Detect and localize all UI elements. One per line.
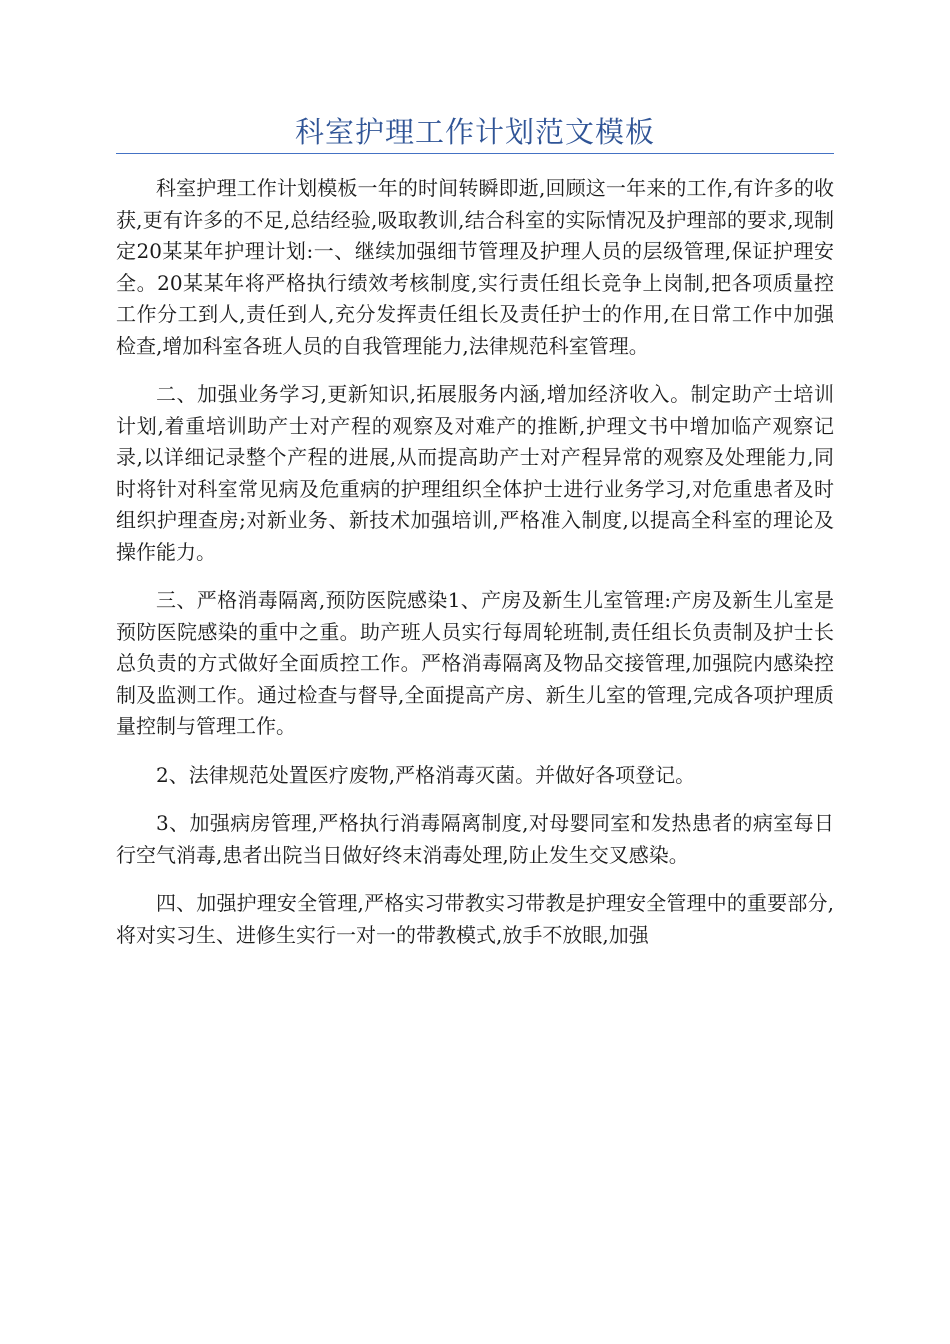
paragraph: 3、加强病房管理,严格执行消毒隔离制度,对母婴同室和发热患者的病室每日行空气消毒,患者出院当日做好终末消毒处理,防止发生交叉感染。: [116, 811, 834, 867]
paragraph: 四、加强护理安全管理,严格实习带教实习带教是护理安全管理中的重要部分,将对实习生、进修生实行一对一的带教模式,放手不放眼,加强: [116, 891, 834, 947]
paragraph: 二、加强业务学习,更新知识,拓展服务内涵,增加经济收入。制定助产士培训计划,着重培训助产士对产程的观察及对难产的推断,护理文书中增加临产观察记录,以详细记录整个产程的进展,从而提高助产士对产程异常的观察及处理能力,同时将针对科室常见病及危重病的护理组织全体护士进行业务学习,对危重患者及时组织护理查房;对新业务、新技术加强培训,严格准入制度,以提高全科室的理论及操作能力。: [116, 382, 834, 564]
paragraph: 科室护理工作计划模板一年的时间转瞬即逝,回顾这一年来的工作,有许多的收获,更有许多的不足,总结经验,吸取教训,结合科室的实际情况及护理部的要求,现制定20某某年护理计划:一、继续加强细节管理及护理人员的层级管理,保证护理安全。20某某年将严格执行绩效考核制度,实行责任组长竞争上岗制,把各项质量控工作分工到人,责任到人,充分发挥责任组长及责任护士的作用,在日常工作中加强检查,增加科室各班人员的自我管理能力,法律规范科室管理。: [116, 176, 834, 358]
paragraph: 三、严格消毒隔离,预防医院感染1、产房及新生儿室管理:产房及新生儿室是预防医院感染的重中之重。助产班人员实行每周轮班制,责任组长负责制及护士长总负责的方式做好全面质控工作。严格消毒隔离及物品交接管理,加强院内感染控制及监测工作。通过检查与督导,全面提高产房、新生儿室的管理,完成各项护理质量控制与管理工作。: [116, 588, 834, 738]
document-body: [116, 173, 834, 968]
paragraph: 2、法律规范处置医疗废物,严格消毒灭菌。并做好各项登记。: [156, 762, 696, 787]
document-title: 科室护理工作计划范文模板: [294, 115, 655, 149]
title-underline: [116, 153, 834, 154]
